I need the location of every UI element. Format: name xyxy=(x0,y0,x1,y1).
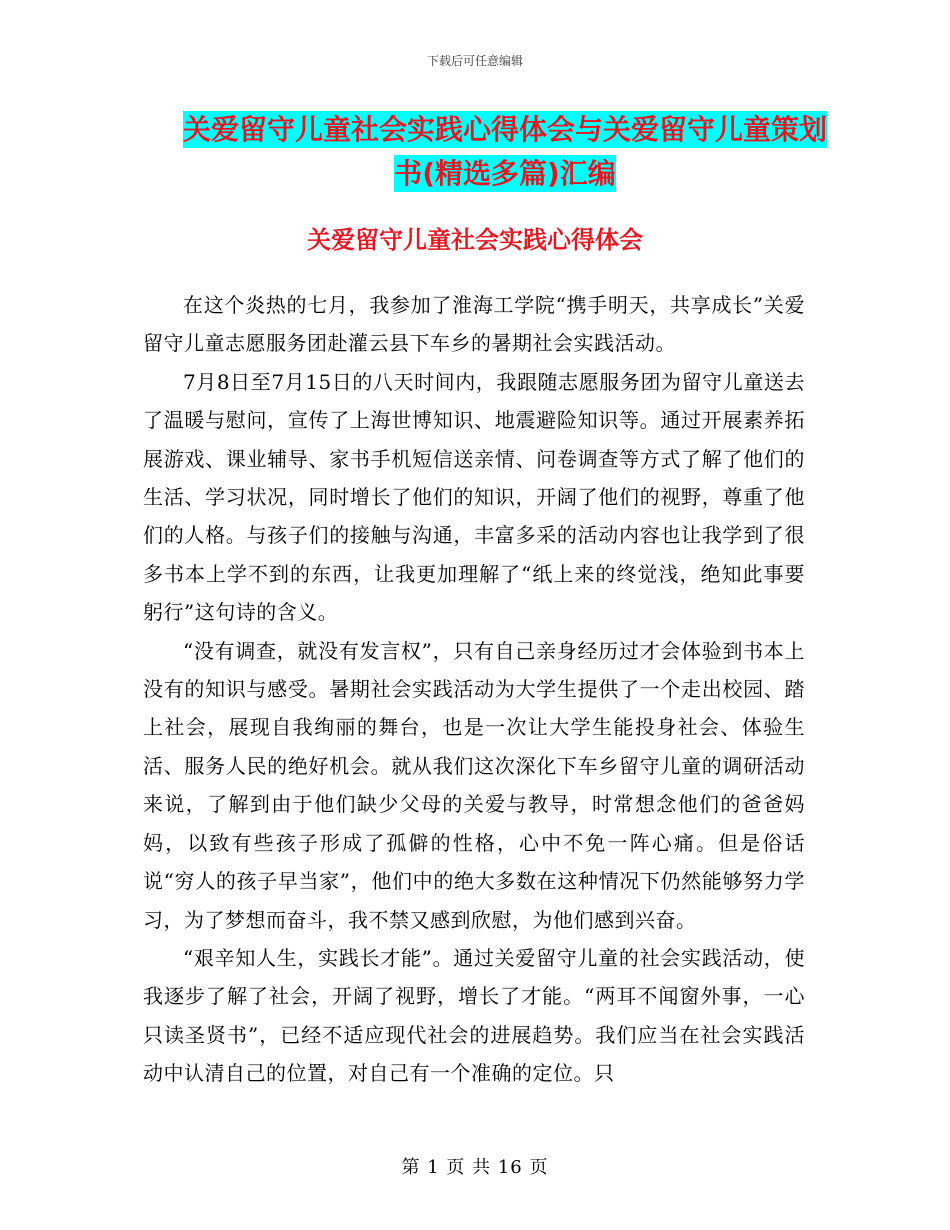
document-title xyxy=(160,108,850,196)
page-number: 第 1 页 共 16 页 xyxy=(401,1157,549,1178)
title-highlight-2: 书(精选多篇)汇编 xyxy=(394,157,616,190)
document-title-line-2 xyxy=(160,152,850,196)
section-title: 关爱留守儿童社会实践心得体会 xyxy=(307,226,643,254)
document-title-line-1 xyxy=(160,108,850,152)
title-highlight-1: 关爱留守儿童社会实践心得体会与关爱留守儿童策划 xyxy=(182,113,827,146)
paragraph: 7月8日至7月15日的八天时间内，我跟随志愿服务团为留守儿童送去了温暖与慰问，宣传了上海世博知识、地震避险知识等。通过开展素养拓展游戏、课业辅导、家书手机短信送亲情、问卷调查等方式了解了他们的生活、学习状况，同时增长了他们的知识，开阔了他们的视野，尊重了他们的人格。与孩子们的接触与沟通，丰富多采的活动内容也让我学到了很多书本上学不到的东西，让我更加理解了“纸上来的终觉浅，绝知此事要躬行”这句诗的含义。 xyxy=(143,369,805,625)
paragraph: “没有调查，就没有发言权”，只有自己亲身经历过才会体验到书本上没有的知识与感受。暑期社会实践活动为大学生提供了一个走出校园、踏上社会，展现自我绚丽的舞台，也是一次让大学生能投身社会、体验生活、服务人民的绝好机会。就从我们这次深化下车乡留守儿童的调研活动来说，了解到由于他们缺少父母的关爱与教导，时常想念他们的爸爸妈妈，以致有些孩子形成了孤僻的性格，心中不免一阵心痛。但是俗话说“穷人的孩子早当家”，他们中的绝大多数在这种情况下仍然能够努力学习，为了梦想而奋斗，我不禁又感到欣慰，为他们感到兴奋。 xyxy=(143,638,805,932)
paragraph: “艰辛知人生，实践长才能”。通过关爱留守儿童的社会实践活动，使我逐步了解了社会，开阔了视野，增长了才能。“两耳不闻窗外事，一心只读圣贤书”，已经不适应现代社会的进展趋势。我们应当在社会实践活动中认清自己的位置，对自己有一个准确的定位。只 xyxy=(143,945,805,1086)
paragraph: 在这个炎热的七月，我参加了淮海工学院“携手明天，共享成长”关爱留守儿童志愿服务团赴灌云县下车乡的暑期社会实践活动。 xyxy=(143,293,805,356)
body-text xyxy=(143,286,805,1093)
page-header-note: 下载后可任意编辑 xyxy=(426,54,523,68)
